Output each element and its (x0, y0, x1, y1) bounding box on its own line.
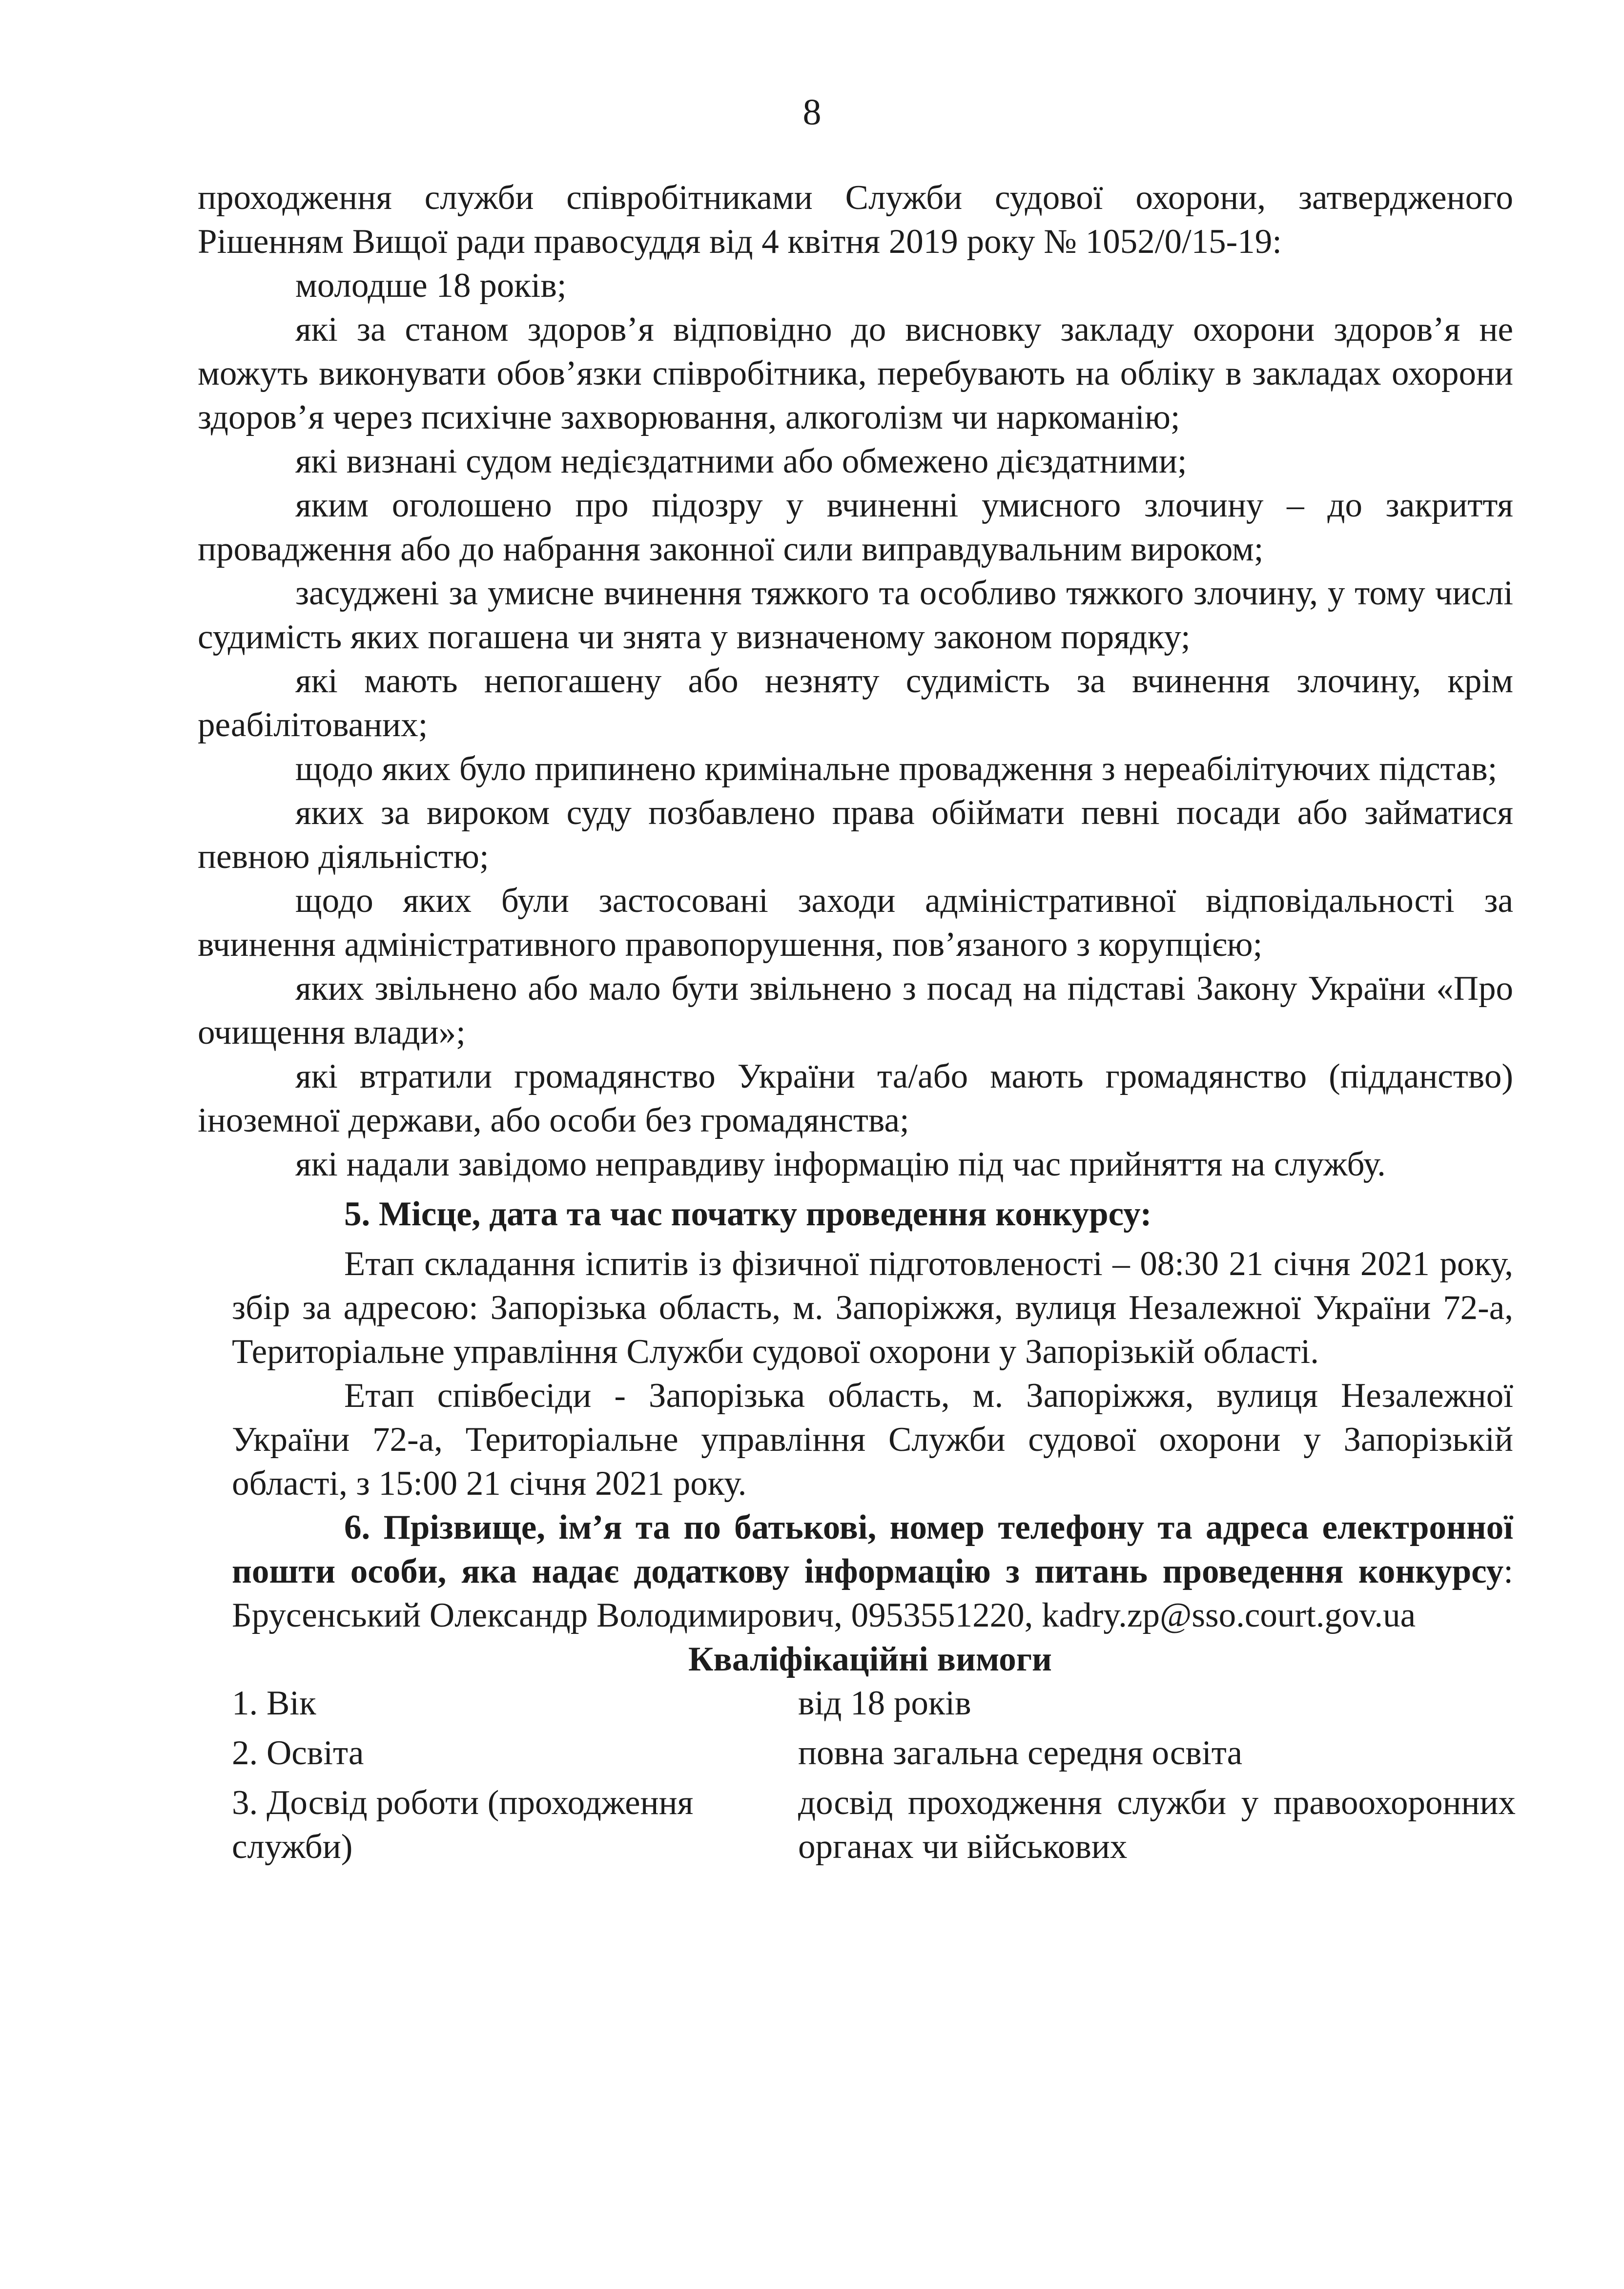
section-5-interview-stage: Етап співбесіди - Запорізька область, м. Запоріжжя, вулиця Незалежної України 72-а, Територіальне управління Служби судової охорони у Запорізькій області, з 15:00 21 січня 2021 року. (232, 1377, 1513, 1503)
list-item: щодо яких були застосовані заходи адміністративної відповідальності за вчинення адміністративного правопорушення, пов’язаного з корупцією; (198, 882, 1513, 964)
qualification-value: досвід проходження служби у правоохоронних органах чи військових (798, 1784, 1516, 1866)
table-row (232, 1781, 1516, 1875)
list-item: які визнані судом недієздатними або обмежено дієздатними; (295, 442, 1187, 480)
qualifications-title: Кваліфікаційні вимоги (688, 1640, 1052, 1678)
section-5-exam-stage: Етап складання іспитів із фізичної підготовленості – 08:30 21 січня 2021 року, збір за адресою: Запорізька область, м. Запоріжжя, вулиця Незалежної України 72-а, Територіальне управління Служби судової охорони у Запорізькій області. (232, 1245, 1513, 1371)
list-item: які за станом здоров’я відповідно до висновку закладу охорони здоров’я не можуть виконувати обов’язки співробітника, перебувають на обліку в закладах охорони здоров’я через психічне захворювання, алкоголізм чи наркоманію; (198, 310, 1513, 436)
list-item: яких звільнено або мало бути звільнено з посад на підставі Закону України «Про очищення влади»; (198, 969, 1513, 1052)
paragraph-intro: проходження служби співробітниками Служби судової охорони, затвердженого Рішенням Вищої ради правосуддя від 4 квітня 2019 року № 1052/0/15-19: (198, 179, 1513, 261)
list-item: які мають непогашену або незняту судимість за вчинення злочину, крім реабілітованих; (198, 662, 1513, 744)
list-item: яким оголошено про підозру у вчиненні умисного злочину – до закриття провадження або до набрання законної сили виправдувальним вироком; (198, 486, 1513, 568)
qualification-label: 1. Вік (232, 1684, 316, 1722)
section-6-heading: 6. Прізвище, ім’я та по батькові, номер телефону та адреса електронної пошти особи, яка надає додаткову інформацію з питань проведення конкурсу (232, 1508, 1513, 1590)
table-row (232, 1731, 1516, 1781)
section-5-heading: 5. Місце, дата та час початку проведення конкурсу: (344, 1195, 1152, 1233)
qualification-label: 2. Освіта (232, 1734, 364, 1772)
qualification-value: від 18 років (798, 1684, 971, 1722)
list-item: які надали завідомо неправдиву інформацію під час прийняття на службу. (295, 1145, 1386, 1183)
list-item: яких за вироком суду позбавлено права обіймати певні посади або займатися певною діяльністю; (198, 794, 1513, 876)
list-item: щодо яких було припинено кримінальне провадження з нереабілітуючих підстав; (295, 750, 1498, 788)
qualification-value: повна загальна середня освіта (798, 1734, 1243, 1772)
document-body (198, 176, 1516, 1875)
section-6-contact-text: : Брусенський Олександр Володимирович, 0953551220, kadry.zp@sso.court.gov.ua (232, 1552, 1513, 1634)
section-6-contact (198, 1505, 1513, 1637)
page-number: 8 (802, 92, 822, 133)
qualification-label: 3. Досвід роботи (проходження служби) (232, 1784, 694, 1866)
list-item: засуджені за умисне вчинення тяжкого та особливо тяжкого злочину, у тому числі судимість яких погашена чи знята у визначеному законом порядку; (198, 574, 1513, 656)
qualifications-table (232, 1681, 1516, 1875)
list-item: молодше 18 років; (295, 267, 567, 305)
table-row (232, 1681, 1516, 1731)
list-item: які втратили громадянство України та/або мають громадянство (підданство) іноземної держави, або особи без громадянства; (198, 1057, 1513, 1139)
